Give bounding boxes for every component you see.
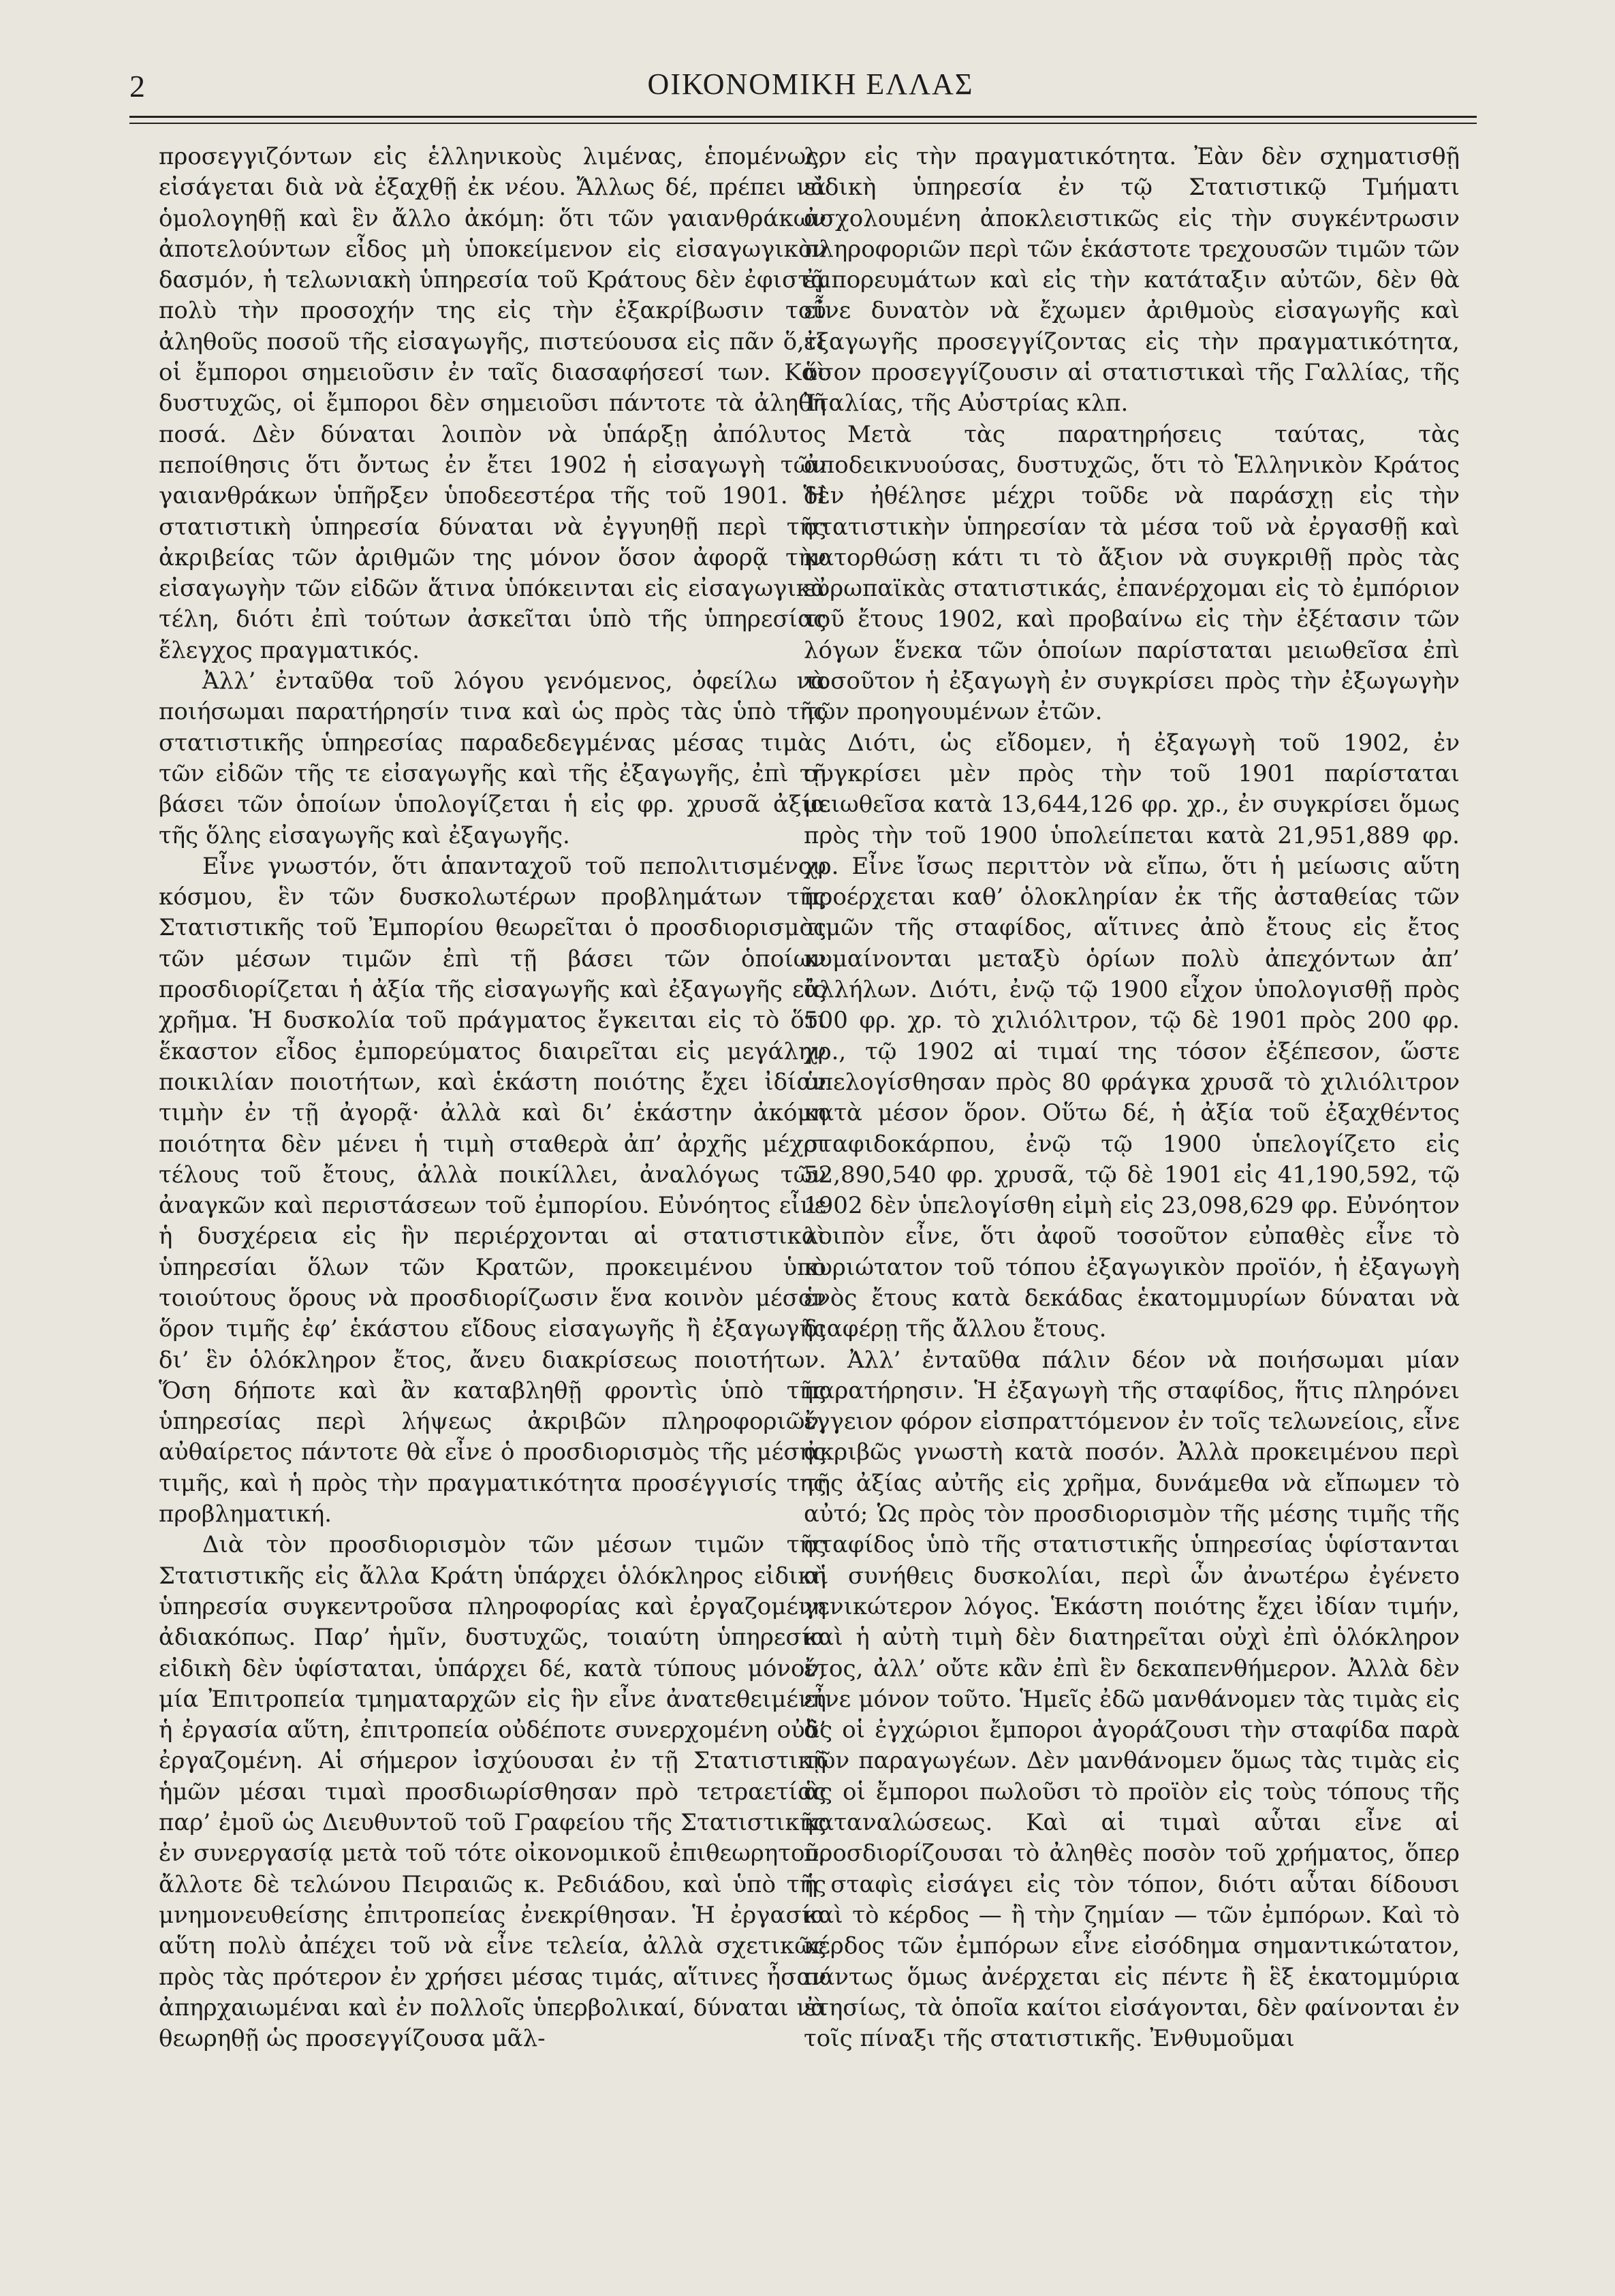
column-gutter <box>790 142 791 2199</box>
header-rule-bottom <box>129 123 1477 124</box>
header-rule-top <box>129 116 1477 118</box>
paragraph: Διὰ τὸν προσδιορισμὸν τῶν μέσων τιμῶν τῆς Στατιστικῆς εἰς ἄλλα Κράτη ὑπάρχει ὁλόκληρος εἰδικὴ ὑπηρεσία συγκεντροῦσα πληροφορίας καὶ ἐργαζομένη ἀδιακόπως. Παρ’ ἡμῖν, δυστυχῶς, τοιαύτη ὑπηρεσία εἰδικὴ δὲν ὑφίσταται, ὑπάρχει δέ, κατὰ τύπους μόνον, μία Ἐπιτροπεία τμηματαρχῶν εἰς ἣν εἶνε ἀνατεθειμένη ἡ ἐργασία αὕτη, ἐπιτροπεία οὐδέποτε συνερχομένη οὐδ’ ἐργαζομένη. Αἱ σήμερον ἰσχύουσαι ἐν τῇ Στατιστικῇ ἡμῶν μέσαι τιμαὶ προσδιωρίσθησαν πρὸ τετραετίας παρ’ ἐμοῦ ὡς Διευθυντοῦ τοῦ Γραφείου τῆς Στατιστικῆς ἐν συνεργασίᾳ μετὰ τοῦ τότε οἰκονομικοῦ ἐπιθεωρητοῦ, ἄλλοτε δὲ τελώνου Πειραιῶς κ. Ρεδιάδου, καὶ ὑπὸ τῆς μνημονευθείσης ἐπιτροπείας ἐνεκρίθησαν. Ἡ ἐργασία αὕτη πολὺ ἀπέχει τοῦ νὰ εἶνε τελεία, ἀλλὰ σχετικῶς πρὸς τὰς πρότερον ἐν χρήσει μέσας τιμάς, αἵτινες ἦσαν ἀπηρχαιωμέναι καὶ ἐν πολλοῖς ὑπερβολικαί, δύναται νὰ θεωρηθῇ ὡς προσεγγίζουσα μᾶλ- <box>159 1531 826 2053</box>
paragraph: λον εἰς τὴν πραγματικότητα. Ἐὰν δὲν σχηματισθῇ εἰδικὴ ὑπηρεσία ἐν τῷ Στατιστικῷ Τμήματι ἀσχολουμένη ἀποκλειστικῶς εἰς τὴν συγκέντρωσιν πληροφοριῶν περὶ τῶν ἑκάστοτε τρεχουσῶν τιμῶν τῶν ἐμπορευμάτων καὶ εἰς τὴν κατάταξιν αὐτῶν, δὲν θὰ εἶνε δυνατὸν νὰ ἔχωμεν ἀριθμοὺς εἰσαγωγῆς καὶ ἐξαγωγῆς προσεγγίζοντας εἰς τὴν πραγματικότητα, ὅσον προσεγγίζουσιν αἱ στατιστικαὶ τῆς Γαλλίας, τῆς Ἰταλίας, τῆς Αὐστρίας κλπ. <box>804 143 1460 418</box>
left-column <box>159 142 826 2054</box>
right-column <box>804 142 1460 2054</box>
paragraph: Διότι, ὡς εἴδομεν, ἡ ἐξαγωγὴ τοῦ 1902, ἐν συγκρίσει μὲν πρὸς τὴν τοῦ 1901 παρίσταται μειωθεῖσα κατὰ 13,644,126 φρ. χρ., ἐν συγκρίσει ὅμως πρὸς τὴν τοῦ 1900 ὑπολείπεται κατὰ 21,951,889 φρ. χρ. Εἶνε ἴσως περιττὸν νὰ εἴπω, ὅτι ἡ μείωσις αὕτη προέρχεται καθ’ ὁλοκληρίαν ἐκ τῆς ἀσταθείας τῶν τιμῶν τῆς σταφίδος, αἵτινες ἀπὸ ἔτους εἰς ἔτος κυμαίνονται μεταξὺ ὁρίων πολὺ ἀπεχόντων ἀπ’ ἀλλήλων. Διότι, ἐνῷ τῷ 1900 εἶχον ὑπολογισθῇ πρὸς 500 φρ. χρ. τὸ χιλιόλιτρον, τῷ δὲ 1901 πρὸς 200 φρ. χρ., τῷ 1902 αἱ τιμαί της τόσον ἐξέπεσον, ὥστε ὑπελογίσθησαν πρὸς 80 φράγκα χρυσᾶ τὸ χιλιόλιτρον κατὰ μέσον ὅρον. Οὕτω δέ, ἡ ἀξία τοῦ ἐξαχθέντος σταφιδοκάρπου, ἐνῷ τῷ 1900 ὑπελογίζετο εἰς 52,890,540 φρ. χρυσᾶ, τῷ δὲ 1901 εἰς 41,190,592, τῷ 1902 δὲν ὑπελογίσθη εἰμὴ εἰς 23,098,629 φρ. Εὐνόητον λοιπὸν εἶνε, ὅτι ἀφοῦ τοσοῦτον εὐπαθὲς εἶνε τὸ κυριώτατον τοῦ τόπου ἐξαγωγικὸν προϊόν, ἡ ἐξαγωγὴ ἑνὸς ἔτους κατὰ δεκάδας ἑκατομμυρίων δύναται νὰ διαφέρῃ τῆς ἄλλου ἔτους. <box>804 729 1460 1343</box>
journal-title: ΟΙΚΟΝΟΜΙΚΗ ΕΛΛΑΣ <box>647 67 974 101</box>
paragraph: προσεγγιζόντων εἰς ἑλληνικοὺς λιμένας, ἑπομένως, εἰσάγεται διὰ νὰ ἐξαχθῇ ἐκ νέου. Ἄλλως δέ, πρέπει νὰ ὁμολογηθῇ καὶ ἓν ἄλλο ἀκόμη: ὅτι τῶν γαιανθράκων ἀποτελούντων εἶδος μὴ ὑποκείμενον εἰς εἰσαγωγικὸν δασμόν, ἡ τελωνιακὴ ὑπηρεσία τοῦ Κράτους δὲν ἐφιστᾷ πολὺ τὴν προσοχήν της εἰς τὴν ἐξακρίβωσιν τοῦ ἀληθοῦς ποσοῦ τῆς εἰσαγωγῆς, πιστεύουσα εἰς πᾶν ὅ,τι οἱ ἔμποροι σημειοῦσιν ἐν ταῖς διασαφήσεσί των. Καὶ δυστυχῶς, οἱ ἔμποροι δὲν σημειοῦσι πάντοτε τὰ ἀληθῆ ποσά. Δὲν δύναται λοιπὸν νὰ ὑπάρξῃ ἀπόλυτος πεποίθησις ὅτι ὄντως ἐν ἔτει 1902 ἡ εἰσαγωγὴ τῶν γαιανθράκων ὑπῆρξεν ὑποδεεστέρα τῆς τοῦ 1901. Ἡ στατιστικὴ ὑπηρεσία δύναται νὰ ἐγγυηθῇ περὶ τῆς ἀκριβείας τῶν ἀριθμῶν της μόνον ὅσον ἀφορᾷ τὴν εἰσαγωγὴν τῶν εἰδῶν ἅτινα ὑπόκεινται εἰς εἰσαγωγικὰ τέλη, διότι ἐπὶ τούτων ἀσκεῖται ὑπὸ τῆς ὑπηρεσίας ἔλεγχος πραγματικός. <box>159 143 826 664</box>
paragraph: Ἀλλ’ ἐνταῦθα τοῦ λόγου γενόμενος, ὀφείλω νὰ ποιήσωμαι παρατήρησίν τινα καὶ ὡς πρὸς τὰς ὑπὸ τῆς στατιστικῆς ὑπηρεσίας παραδεδεγμένας μέσας τιμὰς τῶν εἰδῶν τῆς τε εἰσαγωγῆς καὶ τῆς ἐξαγωγῆς, ἐπὶ τῇ βάσει τῶν ὁποίων ὑπολογίζεται ἡ εἰς φρ. χρυσᾶ ἀξία τῆς ὅλης εἰσαγωγῆς καὶ ἐξαγωγῆς. <box>159 667 826 849</box>
paragraph: Μετὰ τὰς παρατηρήσεις ταύτας, τὰς ἀποδεικνυούσας, δυστυχῶς, ὅτι τὸ Ἑλληνικὸν Κράτος δὲν ἠθέλησε μέχρι τοῦδε νὰ παράσχῃ εἰς τὴν στατιστικὴν ὑπηρεσίαν τὰ μέσα τοῦ νὰ ἐργασθῇ καὶ κατορθώσῃ κάτι τι τὸ ἄξιον νὰ συγκριθῇ πρὸς τὰς εὐρωπαϊκὰς στατιστικάς, ἐπανέρχομαι εἰς τὸ ἐμπόριον τοῦ ἔτους 1902, καὶ προβαίνω εἰς τὴν ἐξέτασιν τῶν λόγων ἕνεκα τῶν ὁποίων παρίσταται μειωθεῖσα ἐπὶ τοσοῦτον ἡ ἐξαγωγὴ ἐν συγκρίσει πρὸς τὴν ἐξωγωγὴν τῶν προηγουμένων ἐτῶν. <box>804 420 1460 726</box>
paragraph: Εἶνε γνωστόν, ὅτι ἁπανταχοῦ τοῦ πεπολιτισμένου κόσμου, ἓν τῶν δυσκολωτέρων προβλημάτων τῆς Στατιστικῆς τοῦ Ἐμπορίου θεωρεῖται ὁ προσδιορισμὸς τῶν μέσων τιμῶν ἐπὶ τῇ βάσει τῶν ὁποίων προσδιορίζεται ἡ ἀξία τῆς εἰσαγωγῆς καὶ ἐξαγωγῆς εἰς χρῆμα. Ἡ δυσκολία τοῦ πράγματος ἔγκειται εἰς τὸ ὅτι ἕκαστον εἶδος ἐμπορεύματος διαιρεῖται εἰς μεγάλην ποικιλίαν ποιοτήτων, καὶ ἑκάστη ποιότης ἔχει ἰδίαν τιμὴν ἐν τῇ ἀγορᾷ· ἀλλὰ καὶ δι’ ἑκάστην ἀκόμη ποιότητα δὲν μένει ἡ τιμὴ σταθερὰ ἀπ’ ἀρχῆς μέχρι τέλους τοῦ ἔτους, ἀλλὰ ποικίλλει, ἀναλόγως τῶν ἀναγκῶν καὶ περιστάσεων τοῦ ἐμπορίου. Εὐνόητος εἶνε ἡ δυσχέρεια εἰς ἣν περιέρχονται αἱ στατιστικαὶ ὑπηρεσίαι ὅλων τῶν Κρατῶν, προκειμένου ὑπὸ τοιούτους ὅρους νὰ προσδιορίζωσιν ἕνα κοινὸν μέσον ὅρον τιμῆς ἐφ’ ἑκάστου εἴδους εἰσαγωγῆς ἢ ἐξαγωγῆς δι’ ἓν ὁλόκληρον ἔτος, ἄνευ διακρίσεως ποιοτήτων. Ὅση δήποτε καὶ ἂν καταβληθῇ φροντὶς ὑπὸ τῆς ὑπηρεσίας περὶ λήψεως ἀκριβῶν πληροφοριῶν, αὐθαίρετος πάντοτε θὰ εἶνε ὁ προσδιορισμὸς τῆς μέσης τιμῆς, καὶ ἡ πρὸς τὴν πραγματικότητα προσέγγισίς της προβληματική. <box>159 852 826 1528</box>
paragraph: Ἀλλ’ ἐνταῦθα πάλιν δέον νὰ ποιήσωμαι μίαν παρατήρησιν. Ἡ ἐξαγωγὴ τῆς σταφίδος, ἥτις πληρόνει ἔγγειον φόρον εἰσπραττόμενον ἐν τοῖς τελωνείοις, εἶνε ἀκριβῶς γνωστὴ κατὰ ποσόν. Ἀλλὰ προκειμένου περὶ τῆς ἀξίας αὐτῆς εἰς χρῆμα, δυνάμεθα νὰ εἴπωμεν τὸ αὐτό; Ὡς πρὸς τὸν προσδιορισμὸν τῆς μέσης τιμῆς τῆς σταφίδος ὑπὸ τῆς στατιστικῆς ὑπηρεσίας ὑφίστανται αἱ συνήθεις δυσκολίαι, περὶ ὧν ἀνωτέρω ἐγένετο γενικώτερον λόγος. Ἑκάστη ποιότης ἔχει ἰδίαν τιμήν, καὶ ἡ αὐτὴ τιμὴ δὲν διατηρεῖται οὐχὶ ἐπὶ ὁλόκληρον ἔτος, ἀλλ’ οὔτε κἂν ἐπὶ ἓν δεκαπενθήμερον. Ἀλλὰ δὲν εἶνε μόνον τοῦτο. Ἡμεῖς ἐδῶ μανθάνομεν τὰς τιμὰς εἰς ἃς οἱ ἐγχώριοι ἔμποροι ἀγοράζουσι τὴν σταφίδα παρὰ τῶν παραγωγέων. Δὲν μανθάνομεν ὅμως τὰς τιμὰς εἰς ἃς οἱ ἔμποροι πωλοῦσι τὸ προϊὸν εἰς τοὺς τόπους τῆς καταναλώσεως. Καὶ αἱ τιμαὶ αὗται εἶνε αἱ προσδιορίζουσαι τὸ ἀληθὲς ποσὸν τοῦ χρήματος, ὅπερ ἡ σταφὶς εἰσάγει εἰς τὸν τόπον, διότι αὗται δίδουσι καὶ τὸ κέρδος — ἢ τὴν ζημίαν — τῶν ἐμπόρων. Καὶ τὸ κέρδος τῶν ἐμπόρων εἶνε εἰσόδημα σημαντικώτατον, πάντως ὅμως ἀνέρχεται εἰς πέντε ἢ ἓξ ἑκατομμύρια ἐτησίως, τὰ ὁποῖα καίτοι εἰσάγονται, δὲν φαίνονται ἐν τοῖς πίναξι τῆς στατιστικῆς. Ἐνθυμοῦμαι <box>804 1346 1460 2053</box>
page-header <box>129 63 1492 117</box>
page-number: 2 <box>129 69 145 104</box>
